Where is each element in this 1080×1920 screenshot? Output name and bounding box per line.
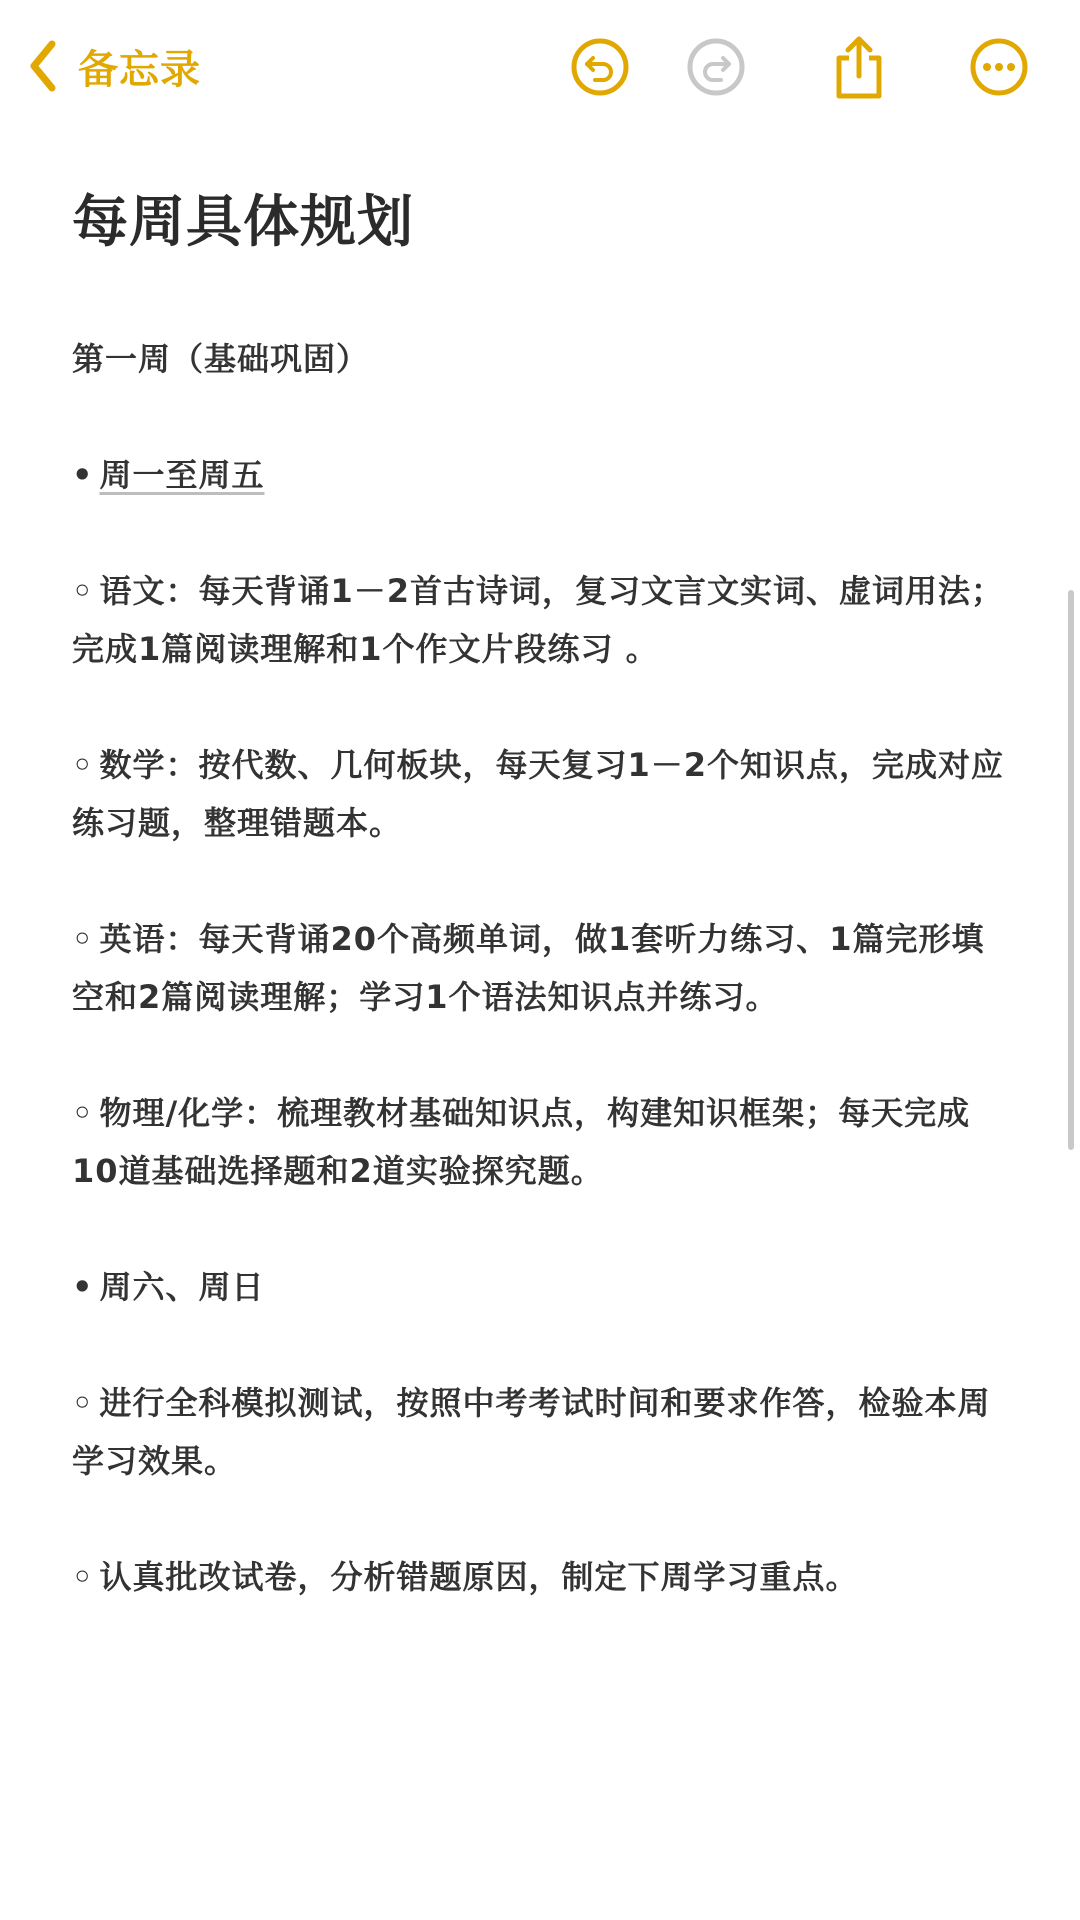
note-content[interactable]	[72, 178, 1012, 1606]
back-button[interactable]	[28, 36, 201, 96]
list-item	[72, 910, 1012, 1026]
bullet: •	[72, 1268, 94, 1306]
item-text: 英语：每天背诵20个高频单词，做1套听力练习、1篇完形填空和2篇阅读理解；学习1个语法知识点并练习。	[72, 920, 985, 1016]
section-label: 周六、周日	[99, 1268, 265, 1306]
item-text: 语文：每天背诵1－2首古诗词，复习文言文实词、虚词用法；完成1篇阅读理解和1个作文片段练习 。	[72, 572, 1004, 668]
undo-button[interactable]	[565, 32, 635, 102]
section-label: 周一至周五	[99, 456, 265, 494]
list-item	[72, 562, 1012, 678]
note-title: 每周具体规划	[72, 190, 414, 255]
share-icon	[831, 34, 887, 100]
item-text: 认真批改试卷，分析错题原因，制定下周学习重点。	[99, 1558, 859, 1596]
undo-icon	[569, 36, 631, 98]
item-text: 数学：按代数、几何板块，每天复习1－2个知识点，完成对应练习题，整理错题本。	[72, 746, 1004, 842]
sub-bullet: ◦	[72, 1094, 94, 1132]
chevron-left-icon	[28, 39, 58, 93]
navigation-bar	[0, 0, 1080, 130]
week-heading: 第一周（基础巩固）	[72, 340, 370, 378]
bullet: •	[72, 456, 94, 494]
list-item	[72, 1084, 1012, 1200]
sub-bullet: ◦	[72, 1384, 94, 1422]
list-item	[72, 1374, 1012, 1490]
list-item	[72, 736, 1012, 852]
share-button[interactable]	[824, 32, 894, 102]
sub-bullet: ◦	[72, 746, 94, 784]
scrollbar[interactable]	[1068, 590, 1074, 1150]
item-text: 进行全科模拟测试，按照中考考试时间和要求作答，检验本周学习效果。	[72, 1384, 991, 1480]
list-item	[72, 1548, 1012, 1606]
redo-icon	[685, 36, 747, 98]
more-icon	[968, 36, 1030, 98]
sub-bullet: ◦	[72, 1558, 94, 1596]
back-label: 备忘录	[78, 46, 201, 93]
item-text: 物理/化学：梳理教材基础知识点，构建知识框架；每天完成10道基础选择题和2道实验探究题。	[72, 1094, 971, 1190]
more-button[interactable]	[964, 32, 1034, 102]
section-heading	[72, 1258, 1012, 1316]
section-heading	[72, 446, 1012, 504]
sub-bullet: ◦	[72, 920, 94, 958]
sub-bullet: ◦	[72, 572, 94, 610]
redo-button[interactable]	[681, 32, 751, 102]
